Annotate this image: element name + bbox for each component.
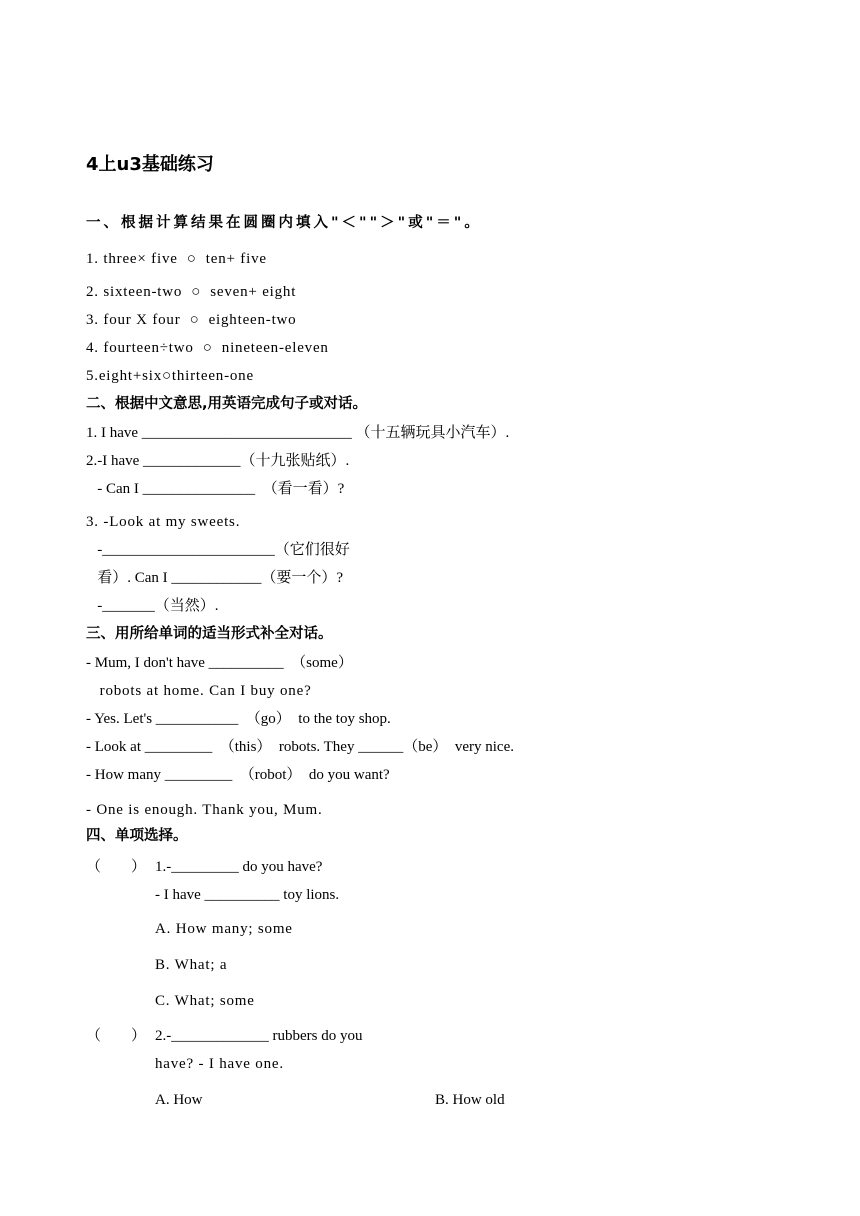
section2-line-4: 3. -Look at my sweets. — [86, 514, 241, 530]
section2-line-6: 看）. Can I ____________（要一个）? — [86, 570, 344, 586]
q1-answer-paren: （ ） — [86, 859, 147, 875]
section3-line-1: - Mum, I don't have __________ （some） — [86, 655, 353, 671]
page-title: 4上u3基础练习 — [86, 154, 214, 175]
section1-item-5: 5.eight+six○thirteen-one — [86, 368, 254, 384]
section3-line-6: - One is enough. Thank you, Mum. — [86, 802, 323, 818]
section1-item-1: 1. three× five ○ ten+ five — [86, 251, 267, 267]
section4-heading: 四、单项选择。 — [86, 828, 188, 844]
section2-line-2: 2.-I have _____________（十九张贴纸）. — [86, 453, 350, 469]
q1-line-1: 1.-_________ do you have? — [155, 859, 323, 875]
q1-option-c: C. What; some — [155, 993, 255, 1009]
section3-heading: 三、用所给单词的适当形式补全对话。 — [86, 626, 333, 642]
section3-line-3: - Yes. Let's ___________ （go） to the toy shop. — [86, 711, 391, 727]
section2-line-1: 1. I have ____________________________ （十五辆玩具小汽车）. — [86, 425, 510, 441]
section3-line-4: - Look at _________ （this） robots. They ______（be） very nice. — [86, 739, 514, 755]
section2-heading: 二、根据中文意思,用英语完成句子或对话。 — [86, 396, 368, 412]
q2-option-b: B. How old — [435, 1092, 505, 1108]
q1-option-a: A. How many; some — [155, 921, 293, 937]
section2-line-3: - Can I _______________ （看一看）? — [86, 481, 345, 497]
q2-line-2: have? - I have one. — [155, 1056, 284, 1072]
section3-line-2: robots at home. Can I buy one? — [86, 683, 312, 699]
q2-answer-paren: （ ） — [86, 1028, 147, 1044]
q2-line-1: 2.-_____________ rubbers do you — [155, 1028, 363, 1044]
section2-line-7: -_______（当然）. — [86, 598, 219, 614]
q1-line-2: - I have __________ toy lions. — [155, 887, 340, 903]
section3-line-5: - How many _________ （robot） do you want? — [86, 767, 390, 783]
section1-item-3: 3. four X four ○ eighteen-two — [86, 312, 297, 328]
section1-item-2: 2. sixteen-two ○ seven+ eight — [86, 284, 297, 300]
section1-heading: 一、根据计算结果在圆圈内填入"＜""＞"或"＝"。 — [86, 215, 482, 231]
q2-option-a: A. How — [155, 1092, 203, 1108]
section1-item-4: 4. fourteen÷two ○ nineteen-eleven — [86, 340, 329, 356]
section2-line-5: -_______________________（它们很好 — [86, 542, 350, 558]
q1-option-b: B. What; a — [155, 957, 228, 973]
